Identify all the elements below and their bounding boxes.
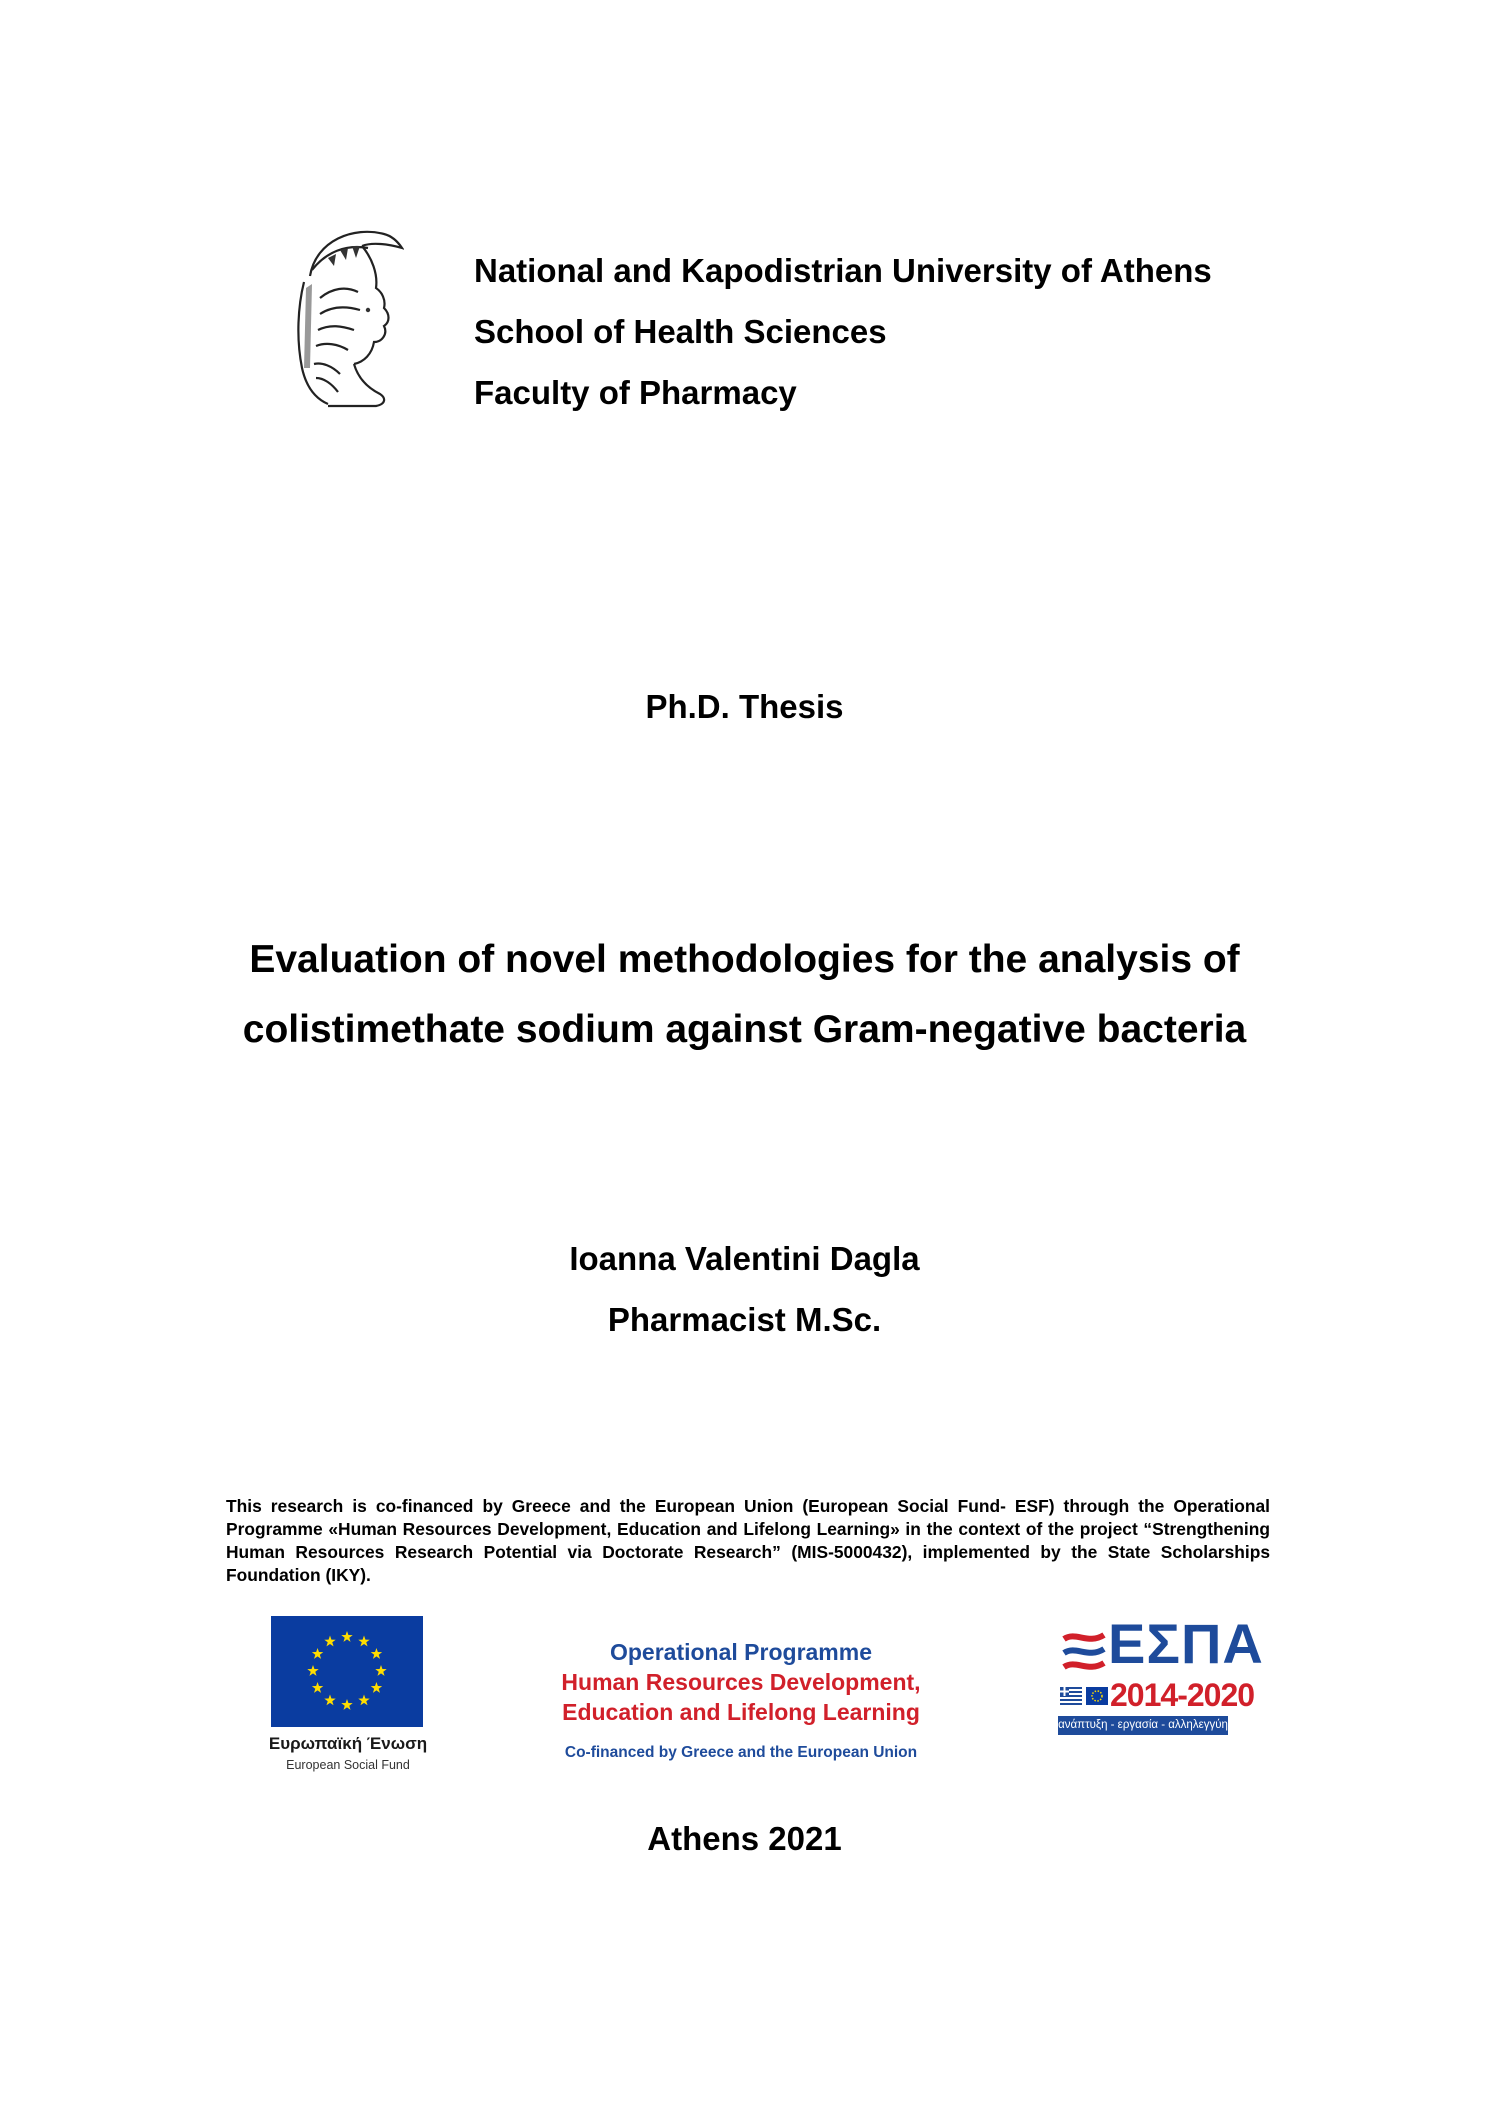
espa-waves-icon (1058, 1625, 1108, 1675)
eu-star-icon (324, 1636, 335, 1647)
faculty-name: Faculty of Pharmacy (474, 374, 797, 411)
operational-programme-logo (556, 1637, 926, 1777)
op-cofinanced-note: Co-financed by Greece and the European Union (564, 1744, 918, 1761)
eu-star-icon (375, 1665, 386, 1676)
university-name: National and Kapodistrian University of Athens (474, 252, 1212, 289)
school-name: School of Health Sciences (474, 313, 887, 350)
institution-block (474, 240, 1212, 423)
eu-caption-english: European Social Fund (286, 1758, 410, 1772)
eu-stars-icon (271, 1616, 423, 1727)
author-credentials: Pharmacist M.Sc. (607, 1301, 882, 1338)
thesis-title-line-1: Evaluation of novel methodologies for the analysis of (249, 938, 1240, 981)
espa-years: 2014-2020 (1110, 1677, 1255, 1713)
eu-social-fund-logo (268, 1616, 428, 1778)
author-block (0, 1228, 1489, 1350)
funding-statement: This research is co-financed by Greece and the European Union (European Social Fund- ESF) through the Operational Programme «Human Resources Development, Education and Lifelong Learning» in the context of the project “Strengthening Human Resources Research Potential via Doctorate Research” (MIS-5000432), implemented by the State Scholarships Foundation (ΙΚΥ). (226, 1496, 1270, 1585)
author-name: Ioanna Valentini Dagla (569, 1240, 920, 1277)
eu-star-icon (358, 1694, 369, 1705)
eu-star-icon (307, 1665, 318, 1676)
espa-tagline: ανάπτυξη - εργασία - αλληλεγγύη (1058, 1716, 1228, 1735)
eu-star-icon (341, 1699, 352, 1710)
greek-eu-flags-icon (1060, 1687, 1108, 1705)
eu-star-icon (312, 1682, 323, 1693)
thesis-title-line-2: colistimethate sodium against Gram-negative bacteria (242, 1008, 1247, 1051)
eu-star-icon (341, 1631, 352, 1642)
thesis-title (0, 925, 1489, 1065)
university-crest-athena-icon (276, 218, 404, 408)
eu-star-icon (324, 1694, 335, 1705)
eu-star-icon (371, 1682, 382, 1693)
espa-wordmark: ΕΣΠΑ (1108, 1612, 1264, 1675)
eu-star-icon (312, 1648, 323, 1659)
thesis-type: Ph.D. Thesis (645, 688, 844, 725)
espa-logo (1058, 1612, 1264, 1735)
eu-star-icon (371, 1648, 382, 1659)
place-and-year: Athens 2021 (647, 1820, 842, 1857)
op-programme-name-line-1: Human Resources Development, (561, 1669, 921, 1695)
op-programme-name-line-2: Education and Lifelong Learning (562, 1699, 920, 1725)
eu-flag-icon (271, 1616, 423, 1727)
op-programme-label: Operational Programme (609, 1639, 873, 1665)
eu-star-icon (358, 1636, 369, 1647)
eu-caption-greek: Ευρωπαϊκή Ένωση (268, 1734, 428, 1753)
